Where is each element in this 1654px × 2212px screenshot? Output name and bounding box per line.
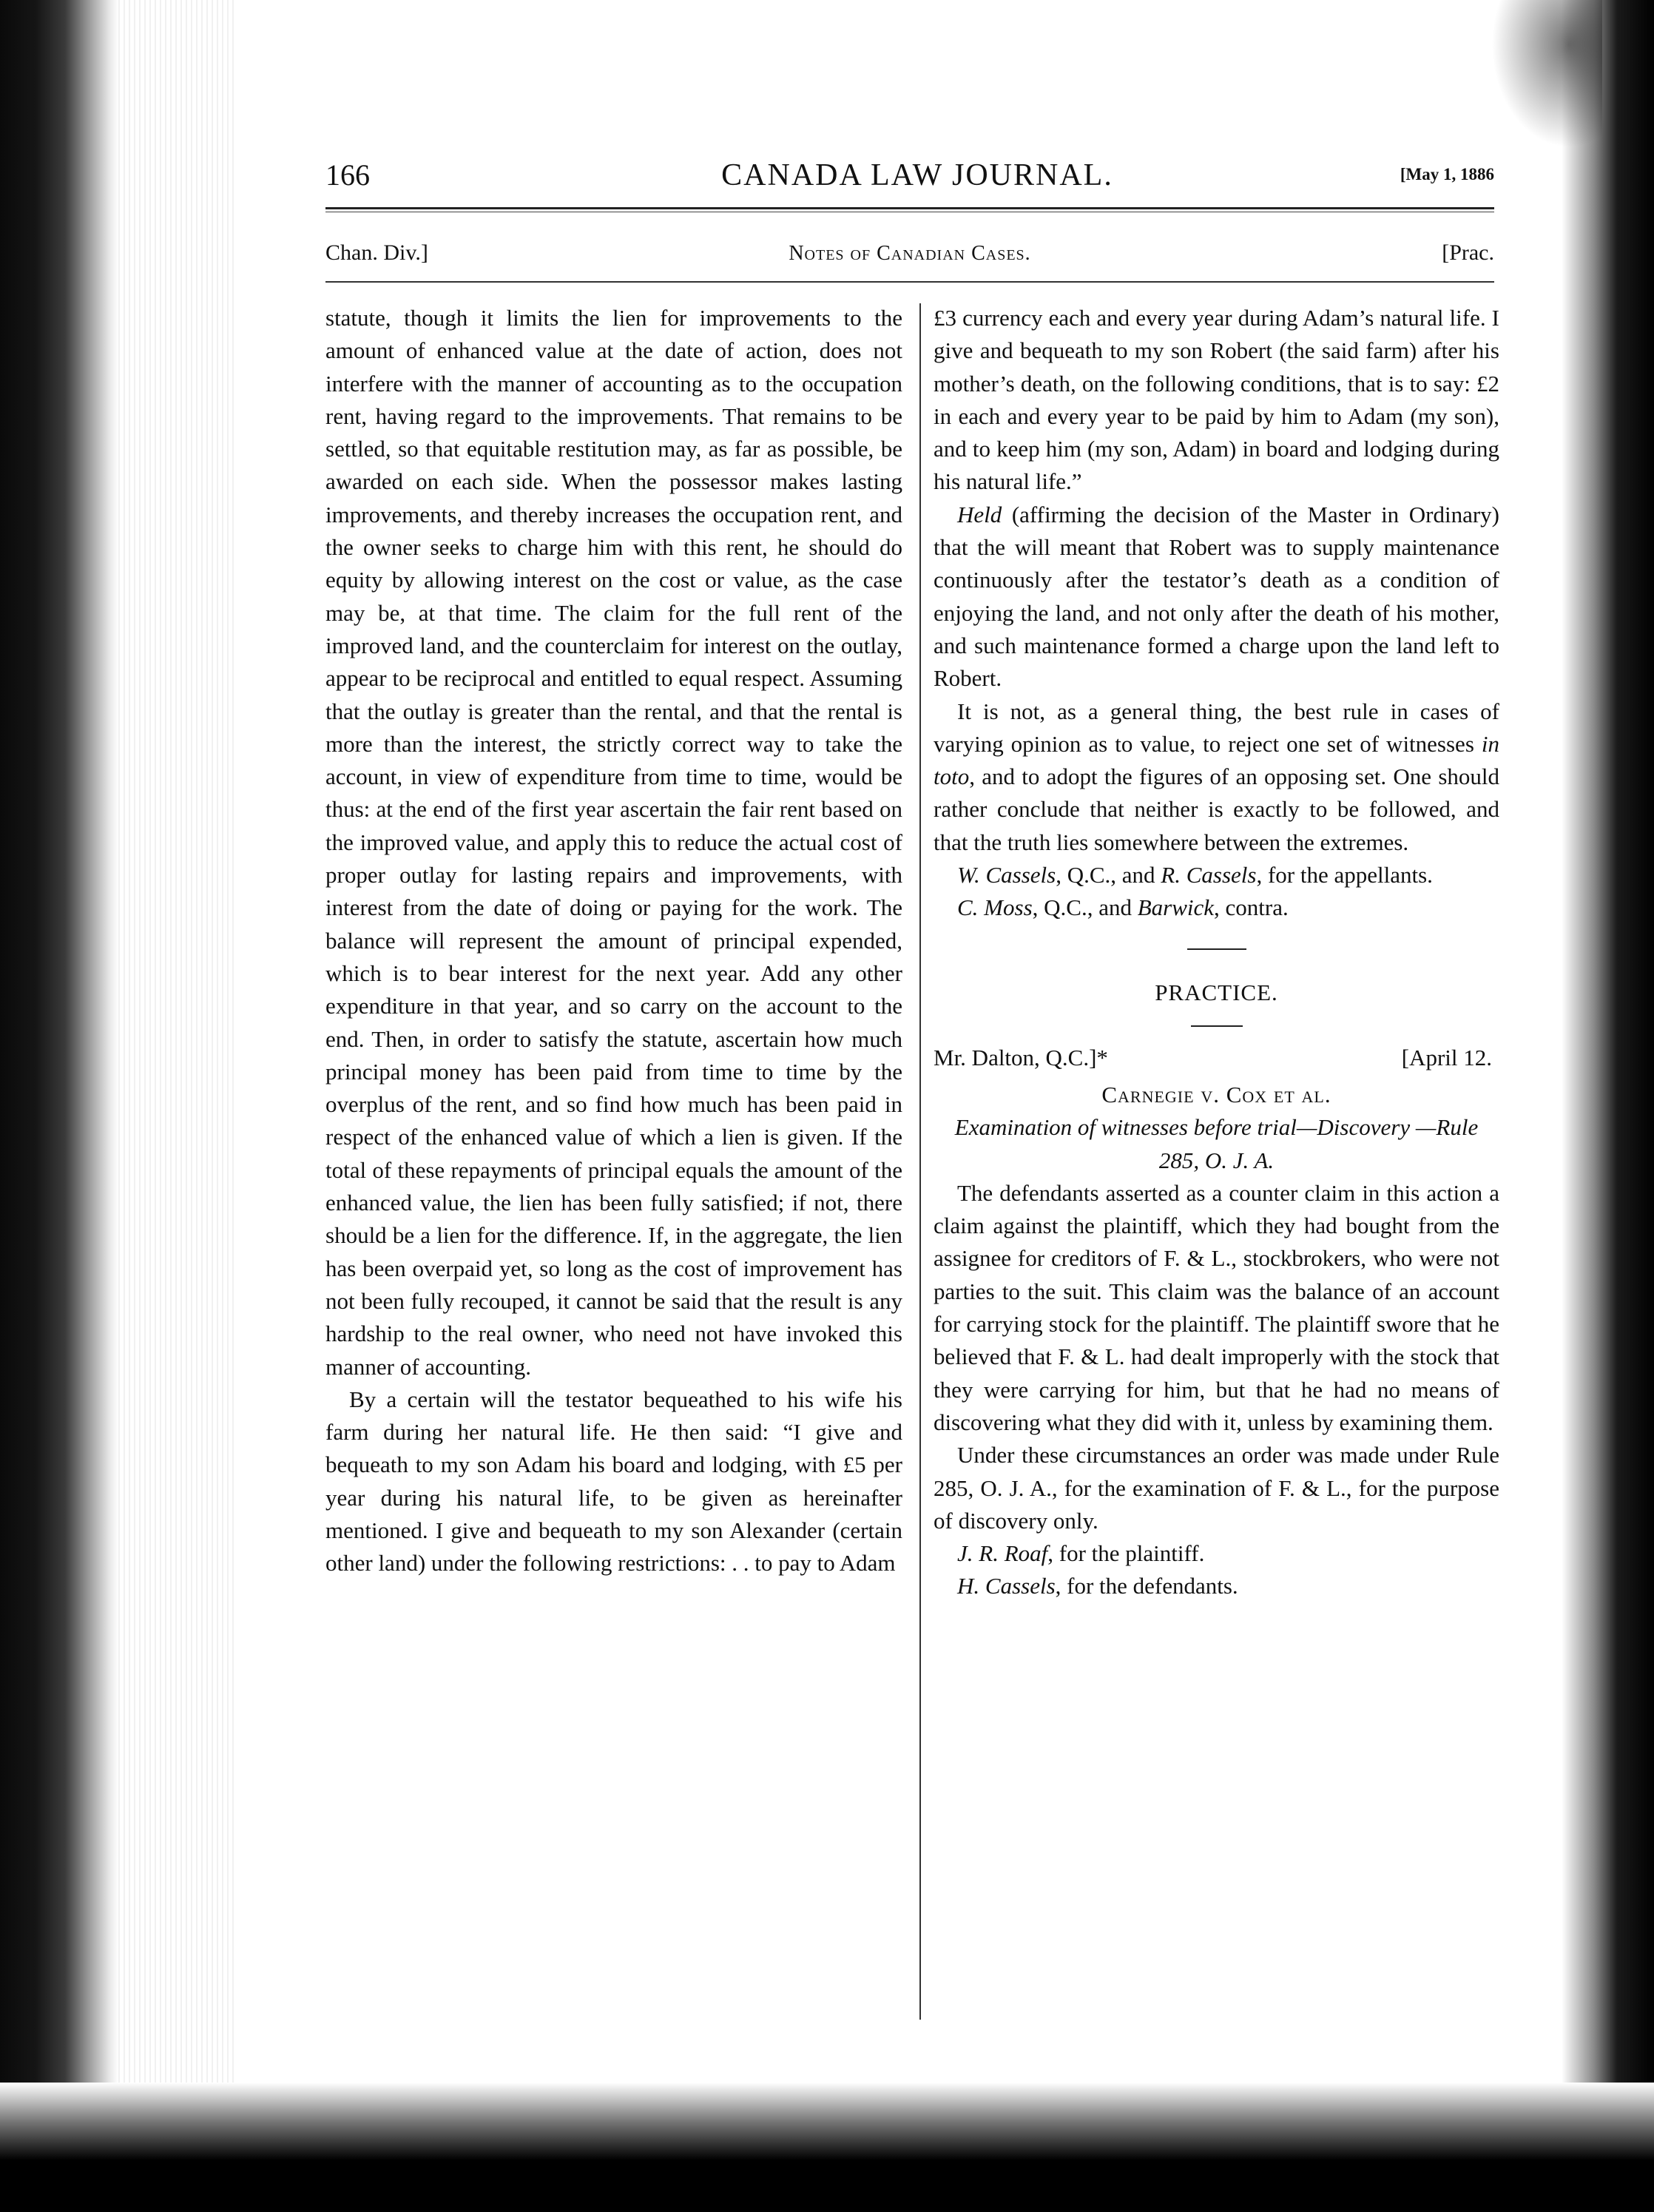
counsel-text: , Q.C., and xyxy=(1032,894,1138,921)
counsel-name: Barwick xyxy=(1137,894,1215,921)
counsel-line xyxy=(934,1570,1499,1602)
right-column xyxy=(934,302,1499,1603)
subheader-rule xyxy=(325,281,1494,283)
holding-text: (affirming the decision of the Master in Ordinary) that the will meant that Robert was to supply maintenance continuously after the testator’s death as a condition of enjoying the land, and not only after the death of his mother, and such maintenance formed a charge upon the land left to Robert. xyxy=(934,501,1499,692)
latin-phrase: in toto xyxy=(934,730,1499,790)
scan-binding-shadow xyxy=(0,0,118,2212)
scan-corner-shadow xyxy=(1491,0,1602,148)
left-column xyxy=(325,302,902,1580)
paragraph: statute, though it limits the lien for improvements to the amount of enhanced value at the date of action, does not interfere with the manner of accounting as to the occupation rent, having regard to the improvements. That remains to be settled, so that equitable restitution may, as far as possible, be awarded on each side. When the possessor makes lasting improvements, and thereby increases the occupation rent, and the owner seeks to charge him with this rent, he should do equity by allowing interest on the cost or value, as the case may be, at that time. The claim for the full rent of the improved land, and the counterclaim for interest on the outlay, appear to be reciprocal and entitled to equal respect. Assuming that the outlay is greater than the rental, and that the rental is more than the interest, the strictly correct way to take the account, in view of expenditure from time to time, would be thus: at the end of the first year ascertain the fair rent based on the improved value, and apply this to reduce the actual cost of proper outlay for lasting repairs and improvements, with interest from the date of doing or paying for the work. The balance will represent the amount of principal expended, which is to bear interest for the next year. Add any other expenditure in that year, and so carry on the account to the end. Then, in order to satisfy the statute, ascertain how much principal money has been paid from time to time by the overplus of the rent, and so find how much has been paid in respect of the enhanced value of which a lien is given. If the total of these repayments of principal equals the amount of the enhanced value, the lien has been fully satisfied; if not, there should be a lien for the difference. If, in the aggregate, the lien has been overpaid yet, so long as the cost of improvement has not been fully recouped, it cannot be said that the result is any hardship to the real owner, who need not have invoked this manner of accounting. xyxy=(325,305,902,1380)
division-label: Chan. Div.] xyxy=(325,240,428,265)
counsel-text: , Q.C., and xyxy=(1056,862,1161,888)
running-header xyxy=(325,152,1509,196)
paragraph xyxy=(934,695,1499,859)
scan-right-edge-shadow xyxy=(1562,0,1654,2212)
counsel-text: , contra. xyxy=(1214,894,1289,921)
counsel-text: , for the plaintiff. xyxy=(1047,1540,1205,1567)
section-title: Notes of Canadian Cases. xyxy=(789,242,1031,265)
counsel-line xyxy=(934,859,1499,891)
journal-title: CANADA LAW JOURNAL. xyxy=(721,158,1113,192)
paragraph-text: , and to adopt the figures of an opposing set. One should rather conclude that neither is exactly to be followed, and that the truth lies somewhere between the extremes. xyxy=(934,763,1499,855)
holding-paragraph xyxy=(934,499,1499,695)
counsel-text: , for the defendants. xyxy=(1055,1573,1238,1599)
decision-date: [April 12. xyxy=(1401,1044,1492,1070)
judge-name: Mr. Dalton, Q.C.]* xyxy=(934,1044,1108,1070)
counsel-name: C. Moss xyxy=(957,894,1033,921)
paragraph: By a certain will the testator bequeathed to his wife his farm during her natural life. He then said: “I give and bequeath to my son Adam his board and lodging, with £5 per year during his natural life, to be given as hereinafter mentioned. I give and bequeath to my son Alexander (certain other land) under the following restrictions: . . to pay to Adam xyxy=(325,1386,902,1577)
judge-line xyxy=(934,1042,1499,1079)
paragraph: £3 currency each and every year during Adam’s natural life. I give and bequeath to my son Robert (the said farm) after his mother’s death, on the following conditions, that is to say: £2 in each and every year to be paid by him to Adam (my son), and to keep him (my son, Adam) in board and lodging during his natural life.” xyxy=(934,305,1499,495)
next-division-label: [Prac. xyxy=(1442,240,1494,265)
section-divider xyxy=(1191,1025,1243,1027)
issue-date: [May 1, 1886 xyxy=(1400,165,1494,183)
paragraph: The defendants asserted as a counter claim in this action a claim against the plaintiff, which they had bought from the assignee for creditors of F. & L., stockbrokers, who were not parties to the suit. This claim was the balance of an account for carrying stock for the plaintiff. The plaintiff swore that he believed that F. & L. had dealt improperly with the stock that they were carrying for him, but that he had no means of discovering what they did with it, unless by examining them. xyxy=(934,1179,1499,1435)
header-rule xyxy=(325,207,1494,212)
scan-gutter-texture xyxy=(118,0,237,2212)
counsel-name: R. Cassels xyxy=(1161,862,1257,888)
counsel-name: J. R. Roaf xyxy=(957,1540,1048,1567)
section-header xyxy=(325,240,1494,270)
counsel-name: H. Cassels xyxy=(957,1573,1056,1599)
held-label: Held xyxy=(957,501,1002,527)
counsel-line xyxy=(934,891,1499,924)
section-divider xyxy=(1187,948,1246,950)
scan-bottom-edge-shadow xyxy=(0,2083,1654,2212)
paragraph: Under these circumstances an order was made under Rule 285, O. J. A., for the examination of F. & L., for the purpose of discovery only. xyxy=(934,1442,1499,1534)
headnote: Examination of witnesses before trial—Discovery —Rule 285, O. J. A. xyxy=(954,1114,1479,1173)
practice-heading: PRACTICE. xyxy=(1155,979,1278,1005)
case-title: Carnegie v. Cox et al. xyxy=(1101,1081,1331,1107)
counsel-text: , for the appellants. xyxy=(1256,862,1433,888)
page-number: 166 xyxy=(325,158,370,192)
counsel-name: W. Cassels xyxy=(957,862,1056,888)
counsel-line xyxy=(934,1537,1499,1570)
paragraph-text: It is not, as a general thing, the best rule in cases of varying opinion as to value, to reject one set of witnesses xyxy=(934,698,1499,757)
column-divider xyxy=(919,303,921,2020)
